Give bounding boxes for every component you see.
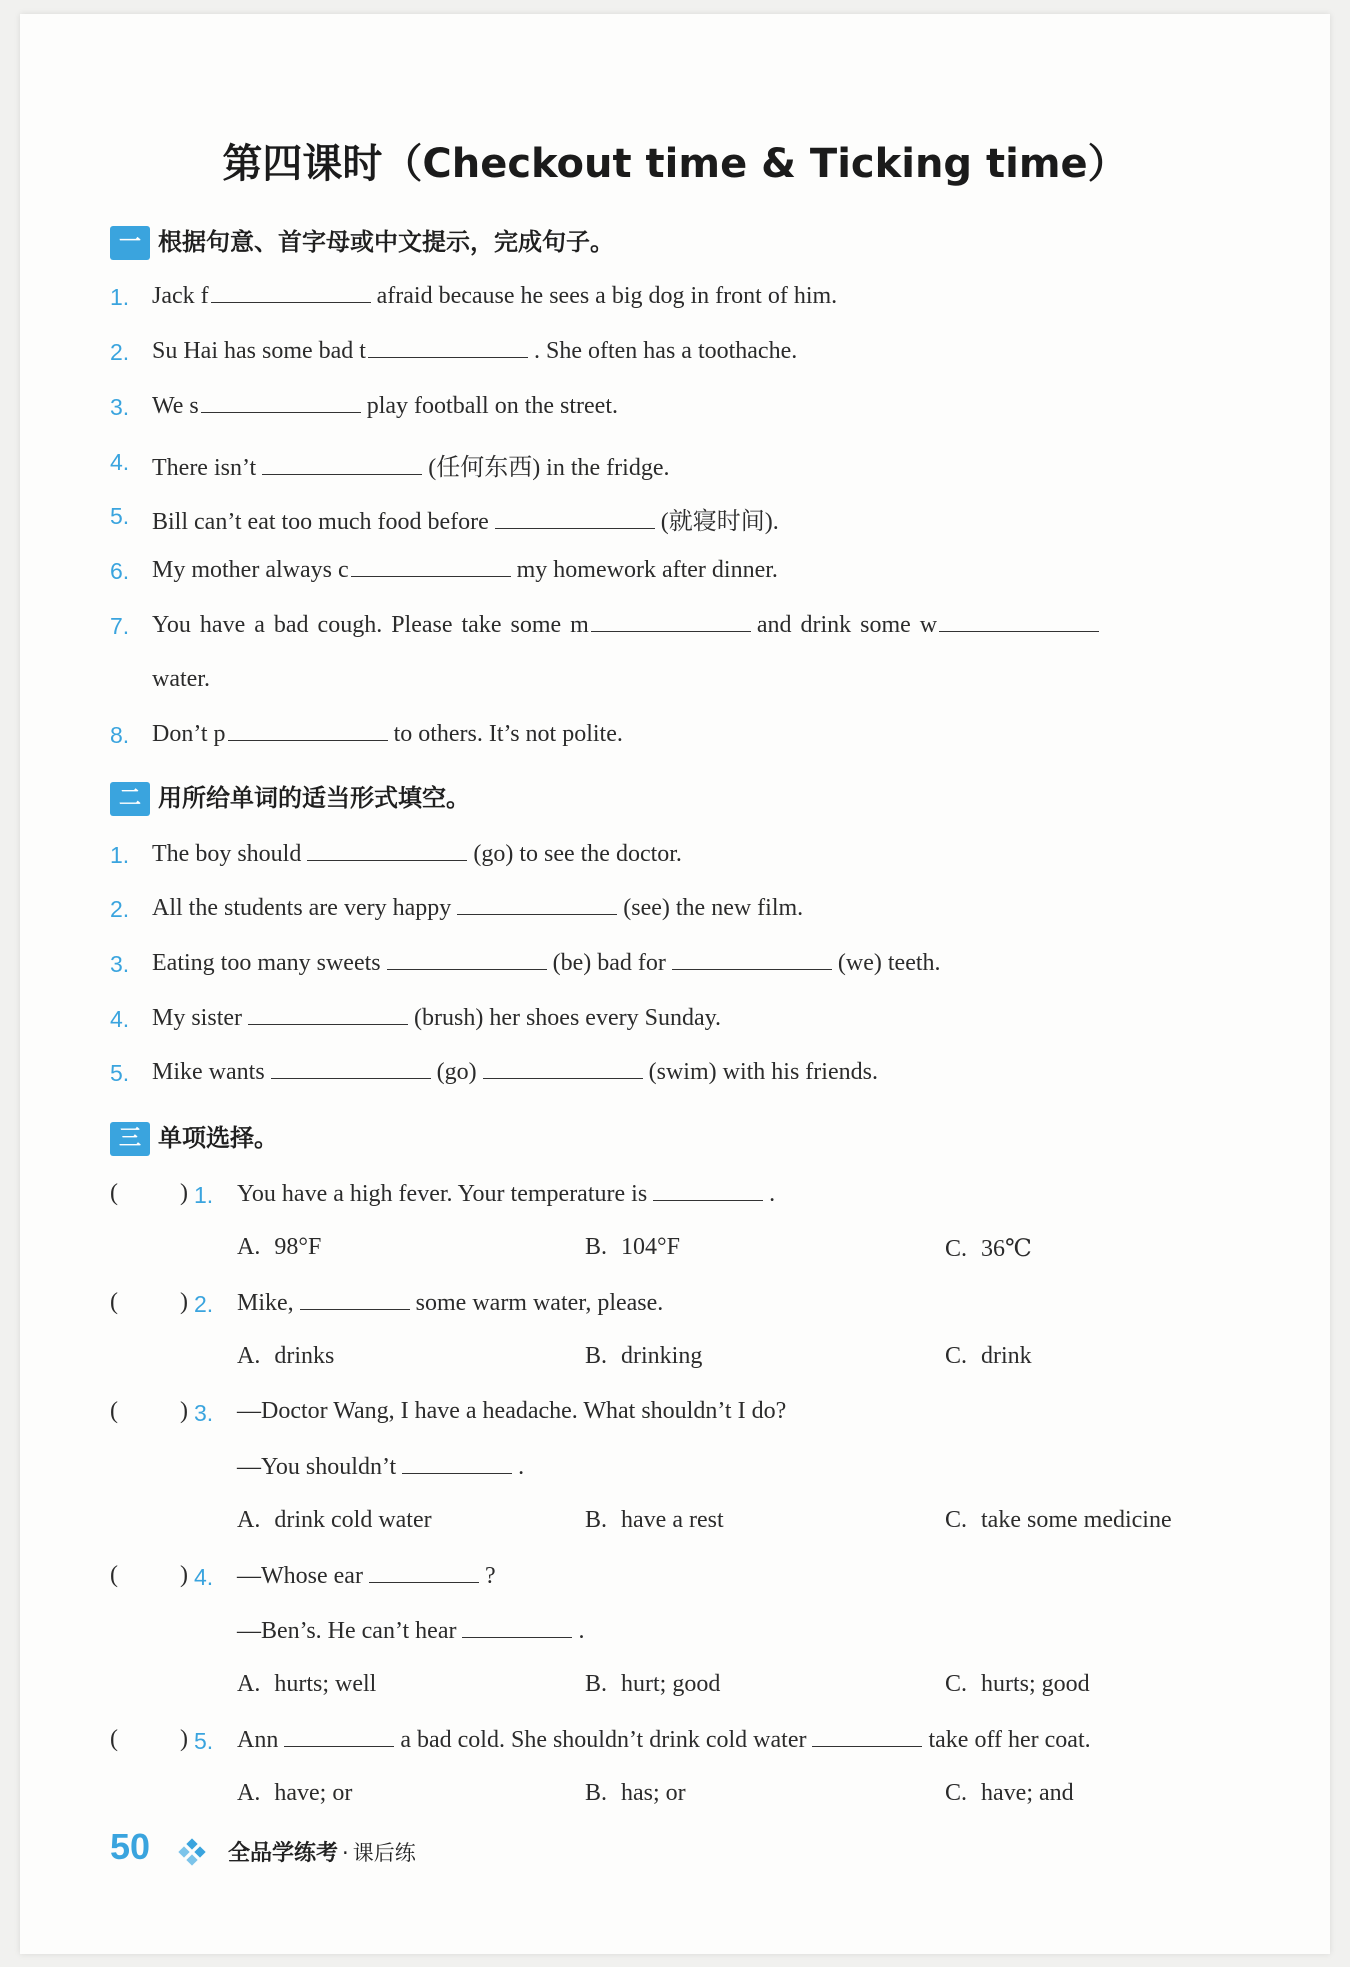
section-3-heading: 三 单项选择。 (110, 1118, 278, 1156)
s3-q4-stem-line1: —Whose ear ? (237, 1563, 496, 1589)
s1-q7-number: 7. (110, 613, 130, 639)
s3-q5-stem: Ann a bad cold. She shouldn’t drink cold water take off her coat. (237, 1727, 1091, 1753)
section-2-badge: 二 (110, 782, 150, 816)
diamond-ornament-icon (178, 1838, 206, 1866)
s3-q1-option-c[interactable]: C. 36℃ (945, 1236, 1032, 1262)
page-title: 第四课时（Checkout time & Ticking time） (222, 141, 1128, 187)
answer-blank[interactable] (387, 949, 547, 970)
s3-q5-option-c[interactable]: C. have; and (945, 1780, 1074, 1806)
s3-q3-stem-line1: —Doctor Wang, I have a headache. What shouldn’t I do? (237, 1398, 787, 1424)
s3-q2-option-b[interactable]: B. drinking (585, 1343, 703, 1369)
s2-q4-number: 4. (110, 1006, 130, 1032)
s2-q3: Eating too many sweets (be) bad for (we) teeth. (152, 950, 941, 976)
s1-q8: Don’t p to others. It’s not polite. (152, 721, 623, 747)
s3-q2-option-a[interactable]: A. drinks (237, 1343, 335, 1369)
answer-bracket-close: ) (180, 1398, 188, 1424)
s1-q4-number: 4. (110, 449, 130, 475)
section-1-badge: 一 (110, 226, 150, 260)
answer-blank[interactable] (248, 1004, 408, 1025)
answer-blank[interactable] (368, 337, 528, 358)
answer-blank[interactable] (369, 1562, 479, 1583)
answer-bracket[interactable]: ( (110, 1398, 118, 1424)
answer-bracket[interactable]: ( (110, 1289, 118, 1315)
answer-blank[interactable] (653, 1180, 763, 1201)
s2-q1: The boy should (go) to see the doctor. (152, 841, 682, 867)
answer-bracket-close: ) (180, 1180, 188, 1206)
s3-q3-option-a[interactable]: A. drink cold water (237, 1507, 432, 1533)
answer-blank[interactable] (812, 1726, 922, 1747)
s1-q8-number: 8. (110, 722, 130, 748)
answer-blank[interactable] (591, 611, 751, 632)
answer-blank[interactable] (300, 1289, 410, 1310)
s1-q6-number: 6. (110, 558, 130, 584)
s3-q2-option-c[interactable]: C. drink (945, 1343, 1032, 1369)
answer-bracket[interactable]: ( (110, 1562, 118, 1588)
s2-q1-number: 1. (110, 842, 130, 868)
page-number: 50 (110, 1826, 151, 1867)
answer-blank[interactable] (211, 282, 371, 303)
book-title: 全品学练考 · 课后练 (228, 1841, 416, 1866)
s2-q5: Mike wants (go) (swim) with his friends. (152, 1059, 878, 1085)
answer-blank[interactable] (271, 1058, 431, 1079)
s3-q5-number: 5. (194, 1728, 214, 1754)
answer-blank[interactable] (672, 949, 832, 970)
s3-q4-option-b[interactable]: B. hurt; good (585, 1671, 721, 1697)
s1-q3-number: 3. (110, 394, 130, 420)
s1-q1-number: 1. (110, 284, 130, 310)
s2-q4: My sister (brush) her shoes every Sunday. (152, 1005, 722, 1031)
answer-bracket[interactable]: ( (110, 1726, 118, 1752)
s3-q4-option-c[interactable]: C. hurts; good (945, 1671, 1090, 1697)
s3-q4-option-a[interactable]: A. hurts; well (237, 1671, 377, 1697)
s1-q4: There isn’t (任何东西) in the fridge. (152, 455, 670, 481)
answer-bracket-close: ) (180, 1289, 188, 1315)
answer-blank[interactable] (262, 454, 422, 475)
answer-blank[interactable] (201, 392, 361, 413)
s3-q1-number: 1. (194, 1182, 214, 1208)
answer-blank[interactable] (284, 1726, 394, 1747)
s3-q3-number: 3. (194, 1400, 214, 1426)
s3-q4-stem-line2: —Ben’s. He can’t hear . (237, 1618, 585, 1644)
s1-q7: You have a bad cough. Please take some m and drink some w (152, 611, 1105, 639)
answer-blank[interactable] (495, 508, 655, 529)
answer-blank[interactable] (462, 1617, 572, 1638)
s2-q3-number: 3. (110, 951, 130, 977)
s1-q5-number: 5. (110, 503, 130, 529)
s1-q2: Su Hai has some bad t . She often has a toothache. (152, 338, 798, 364)
s3-q4-number: 4. (194, 1564, 214, 1590)
answer-blank[interactable] (228, 720, 388, 741)
section-2-heading: 二 用所给单词的适当形式填空。 (110, 778, 470, 816)
s3-q3-option-b[interactable]: B. have a rest (585, 1507, 724, 1533)
answer-blank[interactable] (457, 894, 617, 915)
s3-q5-option-a[interactable]: A. have; or (237, 1780, 353, 1806)
answer-blank[interactable] (483, 1058, 643, 1079)
answer-blank[interactable] (939, 611, 1099, 632)
s3-q1-option-b[interactable]: B. 104°F (585, 1234, 680, 1260)
s1-q2-number: 2. (110, 339, 130, 365)
section-1-heading: 一 根据句意、首字母或中文提示，完成句子。 (110, 222, 614, 260)
answer-blank[interactable] (402, 1453, 512, 1474)
s3-q2-stem: Mike, some warm water, please. (237, 1290, 664, 1316)
section-3-badge: 三 (110, 1122, 150, 1156)
s3-q5-option-b[interactable]: B. has; or (585, 1780, 686, 1806)
answer-bracket[interactable]: ( (110, 1180, 118, 1206)
s1-q5: Bill can’t eat too much food before (就寝时间). (152, 509, 779, 535)
answer-bracket-close: ) (180, 1726, 188, 1752)
s3-q1-stem: You have a high fever. Your temperature is . (237, 1181, 776, 1207)
s1-q6: My mother always c my homework after dinner. (152, 557, 778, 583)
s2-q2: All the students are very happy (see) the new film. (152, 895, 804, 921)
s2-q5-number: 5. (110, 1060, 130, 1086)
answer-bracket-close: ) (180, 1562, 188, 1588)
s3-q2-number: 2. (194, 1291, 214, 1317)
s3-q3-option-c[interactable]: C. take some medicine (945, 1507, 1172, 1533)
s1-q3: We s play football on the street. (152, 393, 618, 419)
s2-q2-number: 2. (110, 896, 130, 922)
s3-q3-stem-line2: —You shouldn’t . (237, 1454, 525, 1480)
answer-blank[interactable] (351, 556, 511, 577)
s1-q7-continuation: water. (152, 666, 210, 692)
answer-blank[interactable] (307, 840, 467, 861)
s1-q1: Jack f afraid because he sees a big dog in front of him. (152, 283, 838, 309)
s3-q1-option-a[interactable]: A. 98°F (237, 1234, 322, 1260)
